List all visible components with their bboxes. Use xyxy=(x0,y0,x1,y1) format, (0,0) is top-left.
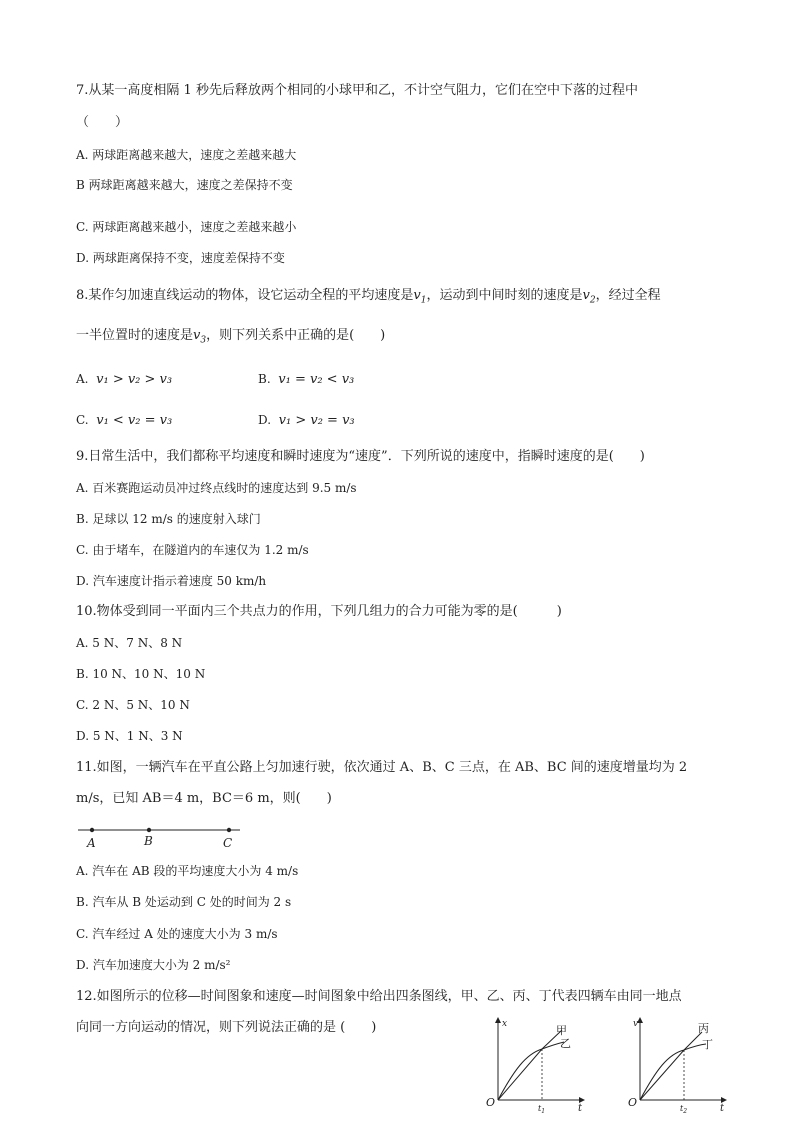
q8-v1: $v_1$ xyxy=(413,288,427,306)
q9-option-c: C. 由于堵车，在隧道内的车速仅为 1.2 m/s xyxy=(76,543,309,557)
q8-option-a: A. v₁ > v₂ > v₃ xyxy=(76,372,173,387)
point-b-label: B xyxy=(144,834,153,848)
line-bing xyxy=(640,1032,702,1100)
q10-option-b: B. 10 N、10 N、10 N xyxy=(76,667,206,681)
q10-stem: 10.物体受到同一平面内三个共点力的作用，下列几组力的合力可能为零的是( ) xyxy=(76,604,562,619)
q8-option-c: C. v₁ < v₂ = v₃ xyxy=(76,413,173,428)
q8-v2: $v_2$ xyxy=(582,288,596,306)
label-yi: 乙 xyxy=(560,1037,571,1050)
q11-stem-line2: m/s，已知 AB＝4 m，BC＝6 m，则( ) xyxy=(76,791,332,806)
x-axis-label: t xyxy=(578,1103,583,1114)
curve-ding xyxy=(640,1044,706,1100)
q9-option-a: A. 百米赛跑运动员冲过终点线时的速度达到 9.5 m/s xyxy=(76,481,357,495)
q12-stem-line2: 向同一方向运动的情况，则下列说法正确的是 ( ) xyxy=(76,1020,377,1035)
q9-option-b: B. 足球以 12 m/s 的速度射入球门 xyxy=(76,512,261,526)
t2-tick-label: $t_2$ xyxy=(680,1104,688,1115)
q8-stem-part3: ，经过全程 xyxy=(595,288,661,303)
q11-stem-line1: 11.如图，一辆汽车在平直公路上匀加速行驶，依次通过 A、B、C 三点，在 AB、BC 间的速度增量均为 2 xyxy=(76,760,688,775)
q8-stem-part4: 一半位置时的速度是 xyxy=(76,328,194,343)
y-axis-label: v xyxy=(633,1019,639,1029)
label-ding: 丁 xyxy=(702,1038,713,1051)
point-b-dot xyxy=(147,828,151,832)
origin-label: O xyxy=(486,1096,496,1109)
t1-tick-label: $t_1$ xyxy=(538,1104,546,1115)
q12-stem-line1: 12.如图所示的位移—时间图象和速度—时间图象中给出四条图线，甲、乙、丙、丁代表四辆车由同一地点 xyxy=(76,989,682,1004)
q8-stem-part1: 8.某作匀加速直线运动的物体，设它运动全程的平均速度是 xyxy=(76,288,414,303)
label-jia: 甲 xyxy=(556,1024,567,1037)
q12-velocity-time-graph xyxy=(626,1014,736,1116)
origin-label: O xyxy=(628,1096,638,1109)
q12-displacement-time-graph xyxy=(484,1014,594,1116)
label-bing: 丙 xyxy=(698,1022,709,1035)
q8-option-b: B. v₁ = v₂ < v₃ xyxy=(258,372,355,387)
q8-option-d: D. v₁ > v₂ = v₃ xyxy=(258,413,355,428)
q7-option-d: D. 两球距离保持不变，速度差保持不变 xyxy=(76,251,285,265)
q10-option-a: A. 5 N、7 N、8 N xyxy=(76,636,183,650)
point-a-dot xyxy=(90,828,94,832)
q8-v3: $v_3$ xyxy=(193,328,207,346)
q11-option-d: D. 汽车加速度大小为 2 m/s² xyxy=(76,958,231,972)
q7-option-b: B 两球距离越来越大，速度之差保持不变 xyxy=(76,178,293,192)
x-axis-label: t xyxy=(720,1103,725,1114)
q7-stem: 7.从某一高度相隔 1 秒先后释放两个相同的小球甲和乙，不计空气阻力，它们在空中下落的过程中 xyxy=(76,83,638,98)
y-axis-label: x xyxy=(502,1019,508,1029)
q11-option-b: B. 汽车从 B 处运动到 C 处的时间为 2 s xyxy=(76,895,292,909)
q7-answer-paren: （ ） xyxy=(76,115,129,130)
q10-option-c: C. 2 N、5 N、10 N xyxy=(76,698,190,712)
curve-yi xyxy=(498,1042,564,1100)
q8-stem-line1 xyxy=(76,287,661,310)
q11-option-a: A. 汽车在 AB 段的平均速度大小为 4 m/s xyxy=(76,864,299,878)
q9-option-d: D. 汽车速度计指示着速度 50 km/h xyxy=(76,574,267,588)
q10-option-d: D. 5 N、1 N、3 N xyxy=(76,729,183,743)
q9-stem: 9.日常生活中，我们都称平均速度和瞬时速度为“速度”．下列所说的速度中，指瞬时速度的是( ) xyxy=(76,449,645,464)
q11-road-diagram xyxy=(78,822,248,852)
q7-option-c: C. 两球距离越来越小，速度之差越来越小 xyxy=(76,220,297,234)
point-c-label: C xyxy=(223,836,233,850)
q11-option-c: C. 汽车经过 A 处的速度大小为 3 m/s xyxy=(76,927,278,941)
q8-stem-part2: ，运动到中间时刻的速度是 xyxy=(426,288,583,303)
q8-stem-part5: ，则下列关系中正确的是( ) xyxy=(206,328,386,343)
point-c-dot xyxy=(227,828,231,832)
point-a-label: A xyxy=(87,836,96,850)
q8-stem-line2 xyxy=(76,327,385,350)
q7-option-a: A. 两球距离越来越大，速度之差越来越大 xyxy=(76,148,297,162)
line-jia xyxy=(498,1030,562,1100)
